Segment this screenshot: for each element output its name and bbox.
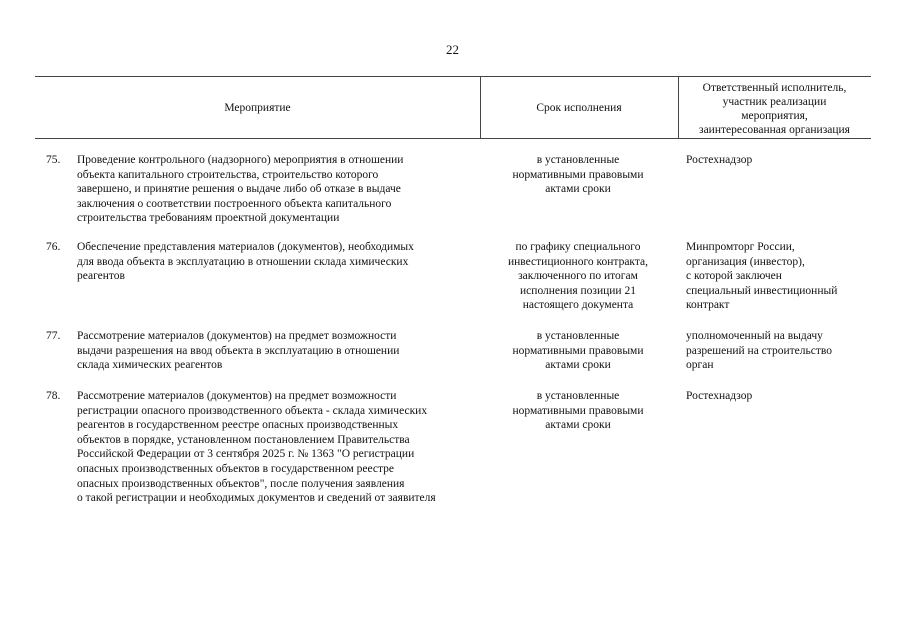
row-number: 75. xyxy=(46,154,61,166)
row-responsible: Ростехнадзор xyxy=(686,390,753,402)
row-deadline: по графику специального инвестиционного контракта, заключенного по итогам исполнения позиции 21 настоящего документа xyxy=(507,241,649,312)
row-responsible: Ростехнадзор xyxy=(686,154,753,166)
header-responsible xyxy=(678,77,871,138)
row-deadline: в установленные нормативными правовыми актами сроки xyxy=(512,390,644,432)
row-activity: Рассмотрение материалов (документов) на предмет возможности регистрации опасного производственного объекта - склада химических реагентов в государственном реестре опасных производственных объектов в порядке, установленном постановлением Правительства Российской Федерации от 3 сентября 2025 г. № 1363 "О регистрации опасных производственных объектов в государственном реестре опасных производственных объектов", после получения заявления о такой регистрации и необходимых документов и сведений от заявителя xyxy=(77,390,436,505)
header-deadline-label: Срок исполнения xyxy=(536,101,622,114)
row-deadline: в установленные нормативными правовыми актами сроки xyxy=(512,154,644,196)
row-deadline: в установленные нормативными правовыми актами сроки xyxy=(512,330,644,372)
row-number: 76. xyxy=(46,241,61,253)
header-activity-label: Мероприятие xyxy=(224,101,291,114)
row-activity: Обеспечение представления материалов (документов), необходимых для ввода объекта в эксплуатацию в отношении склада химических реагентов xyxy=(77,241,414,283)
row-responsible: Минпромторг России, организация (инвестор), с которой заключен специальный инвестиционный контракт xyxy=(686,241,838,312)
header-deadline xyxy=(480,77,678,138)
table-header xyxy=(35,76,871,139)
row-number: 77. xyxy=(46,330,61,342)
row-number: 78. xyxy=(46,390,61,402)
row-activity: Рассмотрение материалов (документов) на предмет возможности выдачи разрешения на ввод объекта в эксплуатацию в отношении склада химических реагентов xyxy=(77,330,400,372)
row-activity: Проведение контрольного (надзорного) мероприятия в отношении объекта капитального строительства, строительство которого завершено, и принятие решения о выдаче либо об отказе в выдаче заключения о соответствии построенного объекта капитального строительства требованиям проектной документации xyxy=(77,154,404,225)
header-activity xyxy=(35,77,480,138)
header-responsible-label: Ответственный исполнитель, участник реализации мероприятия, заинтересованная организация xyxy=(699,82,850,136)
row-responsible: уполномоченный на выдачу разрешений на строительство орган xyxy=(686,330,832,372)
page-number: 22 xyxy=(446,42,459,57)
